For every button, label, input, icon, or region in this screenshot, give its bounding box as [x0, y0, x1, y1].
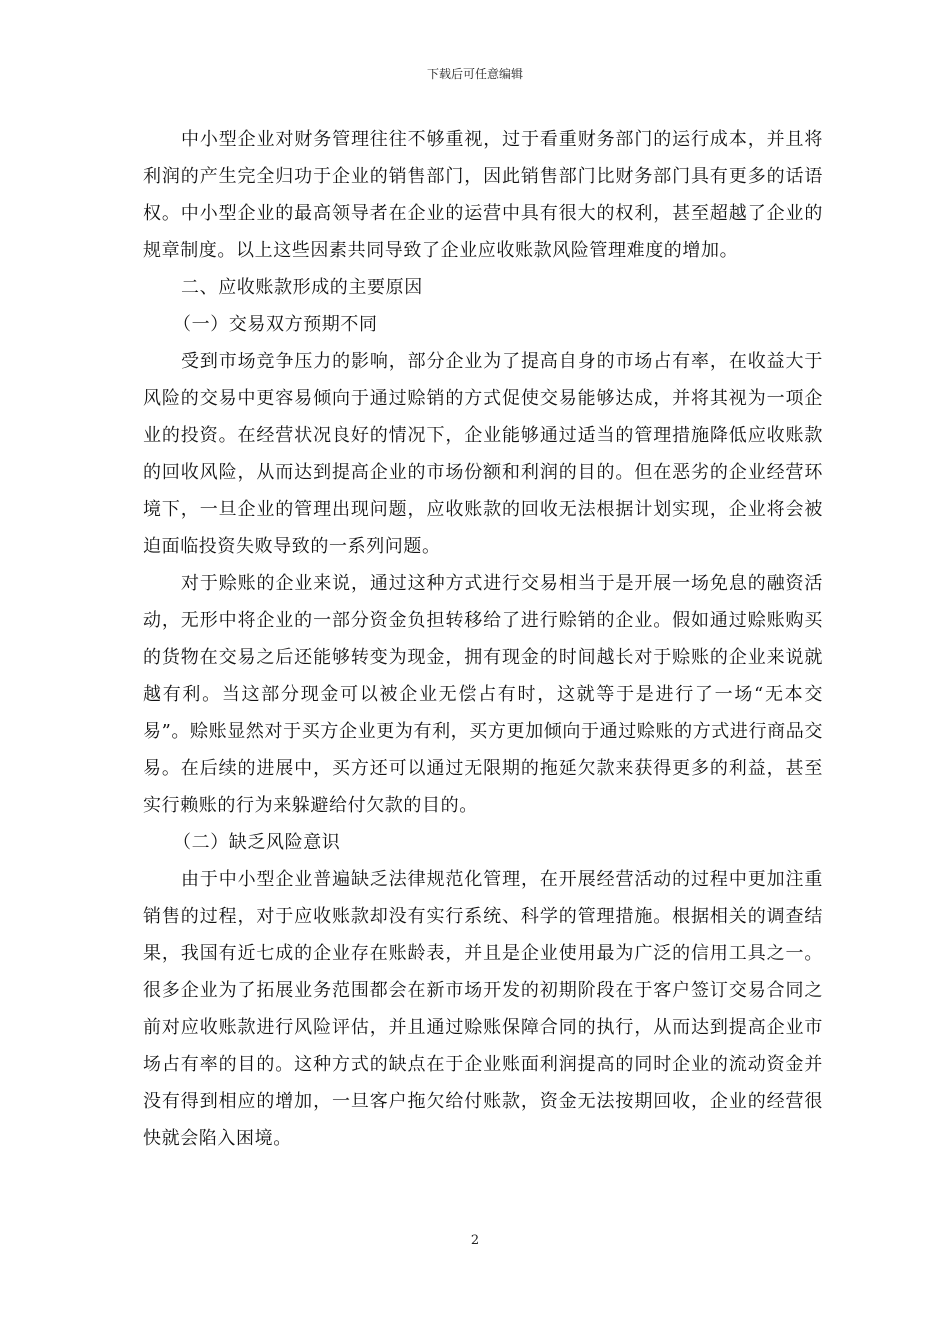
paragraph-risk-awareness: 由于中小型企业普遍缺乏法律规范化管理，在开展经营活动的过程中更加注重销售的过程，对于应收账款却没有实行系统、科学的管理措施。根据相关的调查结果，我国有近七成的企业存在账龄表，并且是企业使用最为广泛的信用工具之一。很多企业为了拓展业务范围都会在新市场开发的初期阶段在于客户签订交易合同之前对应收账款进行风险评估，并且通过赊账保障合同的执行，从而达到提高企业市场占有率的目的。这种方式的缺点在于企业账面利润提高的同时企业的流动资金并没有得到相应的增加，一旦客户拖欠给付账款，资金无法按期回收，企业的经营很快就会陷入困境。	[143, 869, 823, 1149]
section-heading: 二、应收账款形成的主要原因	[181, 277, 423, 298]
page-number: 2	[470, 1233, 480, 1248]
document-body	[143, 121, 823, 1157]
page-header: 下载后可任意编辑	[426, 67, 523, 81]
paragraph-credit-buyers: 对于赊账的企业来说，通过这种方式进行交易相当于是开展一场免息的融资活动，无形中将企业的一部分资金负担转移给了进行赊销的企业。假如通过赊账购买的货物在交易之后还能够转变为现金，拥有现金的时间越长对于赊账的企业来说就越有利。当这部分现金可以被企业无偿占有时，这就等于是进行了一场“无本交易”。赊账显然对于买方企业更为有利，买方更加倾向于通过赊账的方式进行商品交易。在后续的进展中，买方还可以通过无限期的拖延欠款来获得更多的利益，甚至实行赖账的行为来躲避给付欠款的目的。	[143, 573, 823, 816]
paragraph-intro: 中小型企业对财务管理往往不够重视，过于看重财务部门的运行成本，并且将利润的产生完全归功于企业的销售部门，因此销售部门比财务部门具有更多的话语权。中小型企业的最高领导者在企业的运营中具有很大的权利，甚至超越了企业的规章制度。以上这些因素共同导致了企业应收账款风险管理难度的增加。	[143, 129, 823, 261]
subsection-heading-1: （一）交易双方预期不同	[173, 314, 378, 335]
subsection-heading-2: （二）缺乏风险意识	[173, 832, 341, 853]
paragraph-expectations: 受到市场竞争压力的影响，部分企业为了提高自身的市场占有率，在收益大于风险的交易中更容易倾向于通过赊销的方式促使交易能够达成，并将其视为一项企业的投资。在经营状况良好的情况下，企业能够通过适当的管理措施降低应收账款的回收风险，从而达到提高企业的市场份额和利润的目的。但在恶劣的企业经营环境下，一旦企业的管理出现问题，应收账款的回收无法根据计划实现，企业将会被迫面临投资失败导致的一系列问题。	[143, 351, 823, 557]
